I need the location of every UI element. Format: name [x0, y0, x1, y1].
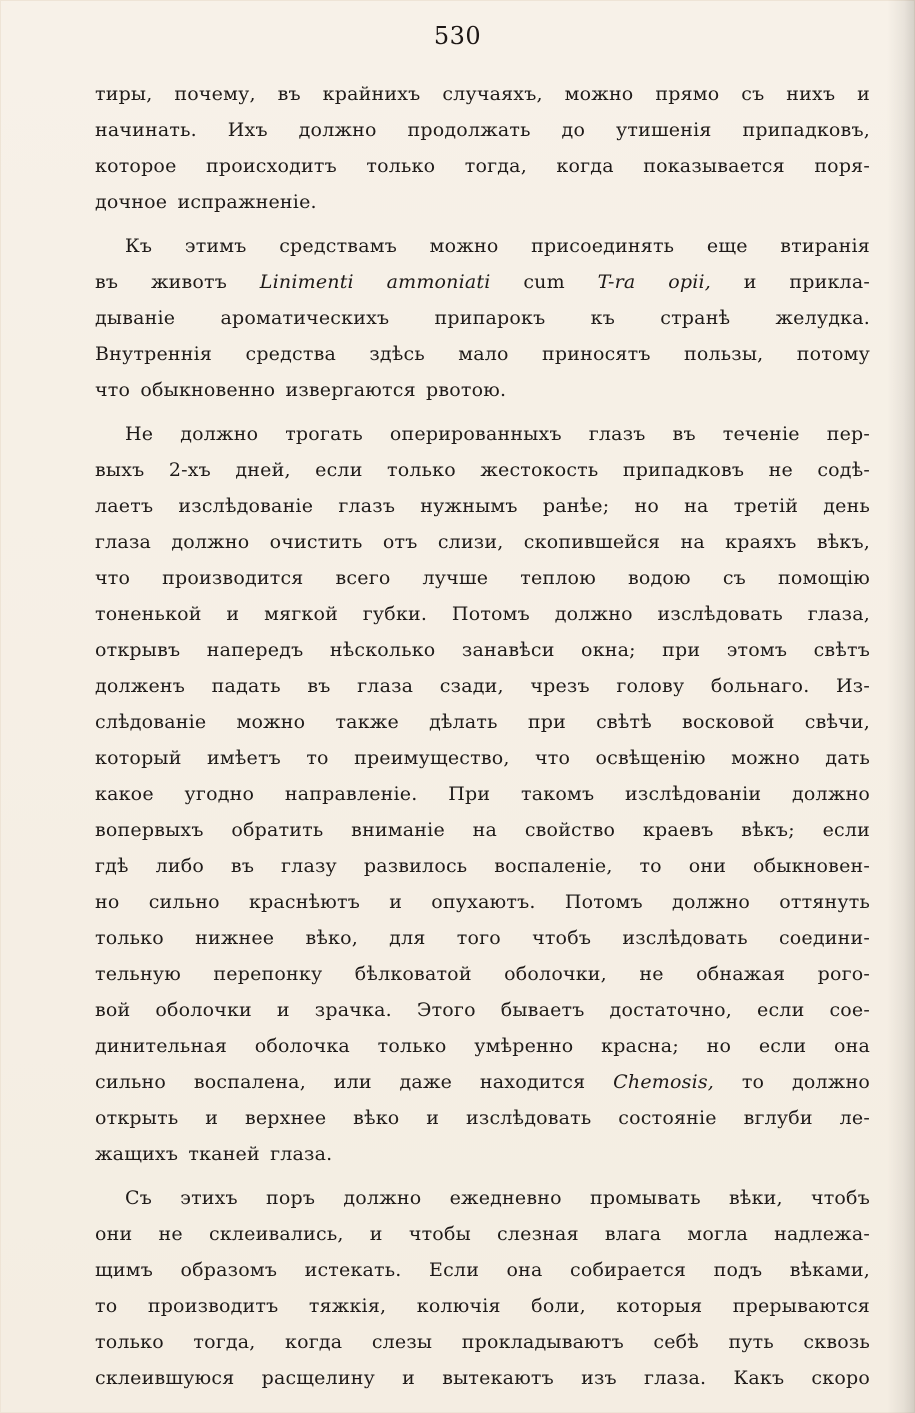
latin-term: T-ra opii, — [597, 271, 711, 293]
page-number: 530 — [433, 22, 482, 50]
text-line: Не должно трогать оперированныхъ глазъ въ теченіе пер- — [125, 423, 870, 445]
text-line: слѣдованіе можно также дѣлать при свѣтѣ восковой свѣчи, — [95, 711, 870, 733]
text-line: дываніе ароматическихъ припарокъ къ странѣ желудка. — [95, 307, 870, 329]
text-line: щимъ образомъ истекать. Если она собирается подъ вѣками, — [95, 1259, 870, 1281]
text-line: лаетъ изслѣдованіе глазъ нужнымъ ранѣе; но на третій день — [95, 495, 870, 517]
text-line: сильно воспалена, или даже находится Chemosis, то должно — [95, 1071, 870, 1093]
paragraph-gap — [95, 1172, 870, 1180]
text-line: выхъ 2-хъ дней, если только жестокость припадковъ не содѣ- — [95, 459, 870, 481]
text-line: открыть и верхнее вѣко и изслѣдовать состояніе вглуби ле- — [95, 1107, 870, 1129]
page-body — [95, 76, 870, 1396]
latin-term: Chemosis, — [613, 1071, 715, 1093]
latin-term: Linimenti ammoniati — [259, 271, 491, 293]
text-line: жащихъ тканей глаза. — [95, 1143, 333, 1165]
text-line: они не склеивались, и чтобы слезная влага могла надлежа- — [95, 1223, 870, 1245]
text-line: въ животъ Linimenti ammoniati cum T-ra opii, и прикла- — [95, 271, 870, 293]
text-line: долженъ падать въ глаза сзади, чрезъ голову больнаго. Из- — [95, 675, 870, 697]
text-line: вой оболочки и зрачка. Этого бываетъ достаточно, если сое- — [95, 999, 870, 1021]
text-line: склеившуюся расщелину и вытекаютъ изъ глаза. Какъ скоро — [95, 1367, 870, 1389]
text-line: Внутреннія средства здѣсь мало приносятъ пользы, потому — [95, 343, 870, 365]
paragraph-gap — [95, 220, 870, 228]
text-line: Съ этихъ поръ должно ежедневно промывать вѣки, чтобъ — [125, 1187, 870, 1209]
text-line: только нижнее вѣко, для того чтобъ изслѣдовать соедини- — [95, 927, 870, 949]
text-line: тельную перепонку бѣлковатой оболочки, не обнажая рого- — [95, 963, 870, 985]
text-line: тоненькой и мягкой губки. Потомъ должно изслѣдовать глаза, — [95, 603, 870, 625]
text-line: Къ этимъ средствамъ можно присоединять еще втиранія — [125, 235, 870, 257]
text-line: динительная оболочка только умѣренно красна; но если она — [95, 1035, 870, 1057]
text-line: что производится всего лучше теплою водою съ помощію — [95, 567, 870, 589]
text-line: вопервыхъ обратить вниманіе на свойство краевъ вѣкъ; если — [95, 819, 870, 841]
paragraph-gap — [95, 408, 870, 416]
text-line: но сильно краснѣютъ и опухаютъ. Потомъ должно оттянуть — [95, 891, 870, 913]
text-line: что обыкновенно извергаются рвотою. — [95, 379, 507, 401]
text-line: начинать. Ихъ должно продолжать до утишенія припадковъ, — [95, 119, 870, 141]
text-line: только тогда, когда слезы прокладываютъ себѣ путь сквозь — [95, 1331, 870, 1353]
page-edge-shadow — [887, 0, 915, 1413]
text-line: открывъ напередъ нѣсколько занавѣси окна; при этомъ свѣтъ — [95, 639, 870, 661]
text-line: который имѣетъ то преимущество, что освѣщенію можно дать — [95, 747, 870, 769]
text-line: гдѣ либо въ глазу развилось воспаленіе, то они обыкновен- — [95, 855, 870, 877]
text-line: глаза должно очистить отъ слизи, скопившейся на краяхъ вѣкъ, — [95, 531, 870, 553]
text-line: тиры, почему, въ крайнихъ случаяхъ, можно прямо съ нихъ и — [95, 83, 870, 105]
text-line: то производитъ тяжкія, колючія боли, которыя прерываются — [95, 1295, 870, 1317]
text-line: какое угодно направленіе. При такомъ изслѣдованіи должно — [95, 783, 870, 805]
text-line: дочное испражненіе. — [95, 191, 317, 213]
text-line: которое происходитъ только тогда, когда показывается поря- — [95, 155, 870, 177]
